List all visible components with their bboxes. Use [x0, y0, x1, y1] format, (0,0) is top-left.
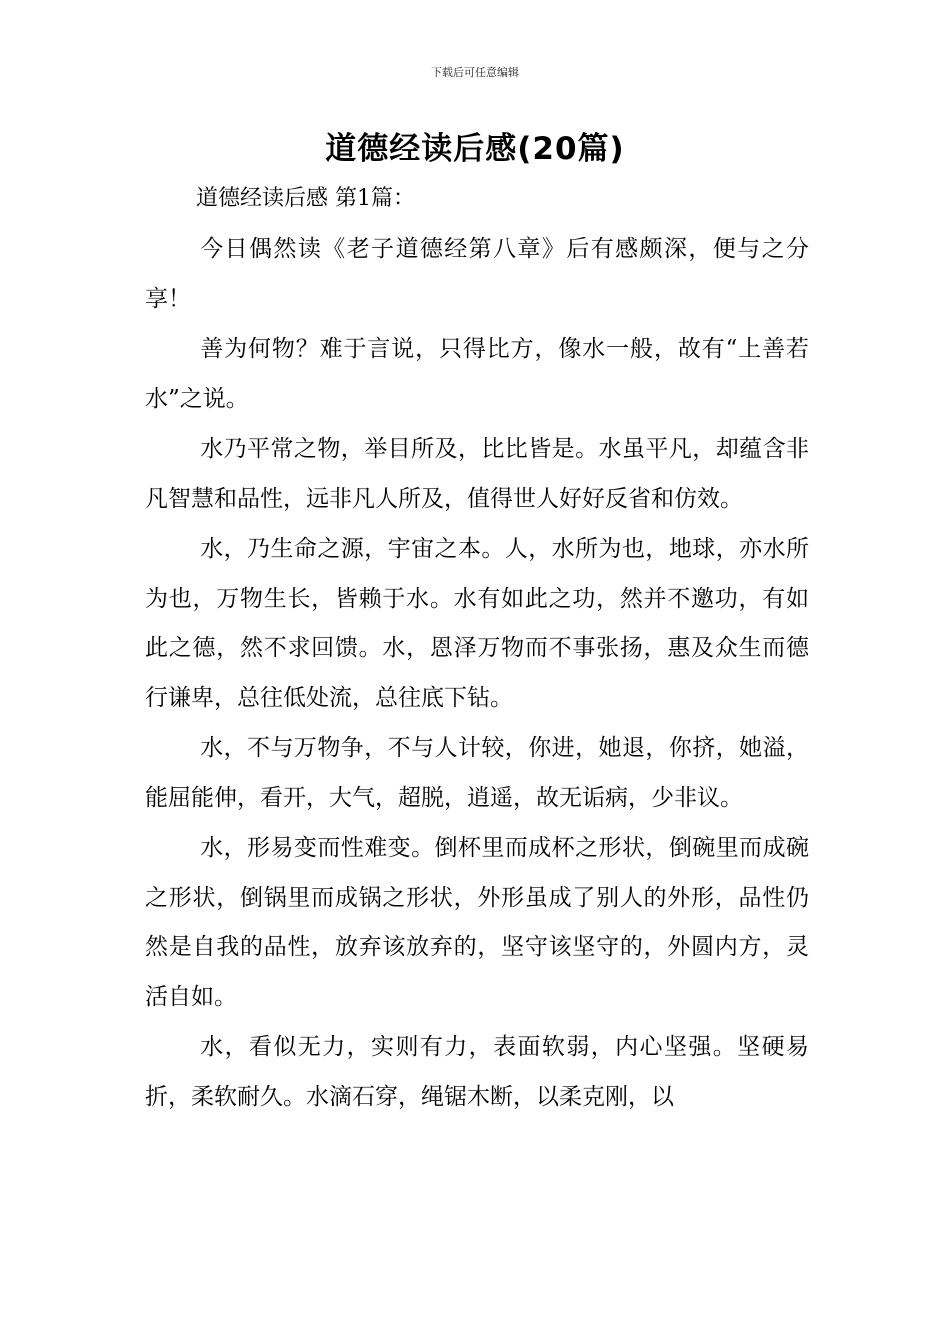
document-title: 道德经读后感(20篇)	[325, 131, 625, 167]
paragraph-6: 水，形易变而性难变。倒杯里而成杯之形状，倒碗里而成碗之形状，倒锅里而成锅之形状，外形虽成了别人的外形，品性仍然是自我的品性，放弃该放弃的，坚守该坚守的，外圆内方，灵活自如。	[145, 835, 809, 1010]
paragraph-7: 水，看似无力，实则有力，表面软弱，内心坚强。坚硬易折，柔软耐久。水滴石穿，绳锯木断，以柔克刚，以	[145, 1034, 809, 1110]
document-body	[145, 225, 809, 1122]
paragraph-2: 善为何物？难于言说，只得比方，像水一般，故有“上善若水”之说。	[145, 336, 809, 412]
header-note: 下载后可任意编辑	[431, 66, 519, 79]
document-subtitle: 道德经读后感 第1篇：	[196, 186, 415, 211]
paragraph-3: 水乃平常之物，举目所及，比比皆是。水虽平凡，却蕴含非凡智慧和品性，远非凡人所及，值得世人好好反省和仿效。	[145, 436, 809, 512]
paragraph-5: 水，不与万物争，不与人计较，你进，她退，你挤，她溢，能屈能伸，看开，大气，超脱，逍遥，故无诟病，少非议。	[145, 735, 809, 811]
paragraph-1: 今日偶然读《老子道德经第八章》后有感颇深，便与之分享！	[145, 236, 809, 312]
paragraph-4: 水，乃生命之源，宇宙之本。人，水所为也，地球，亦水所为也，万物生长，皆赖于水。水有如此之功，然并不邀功，有如此之德，然不求回馈。水，恩泽万物而不事张扬，惠及众生而德行谦卑，总往低处流，总往底下钻。	[145, 536, 809, 711]
